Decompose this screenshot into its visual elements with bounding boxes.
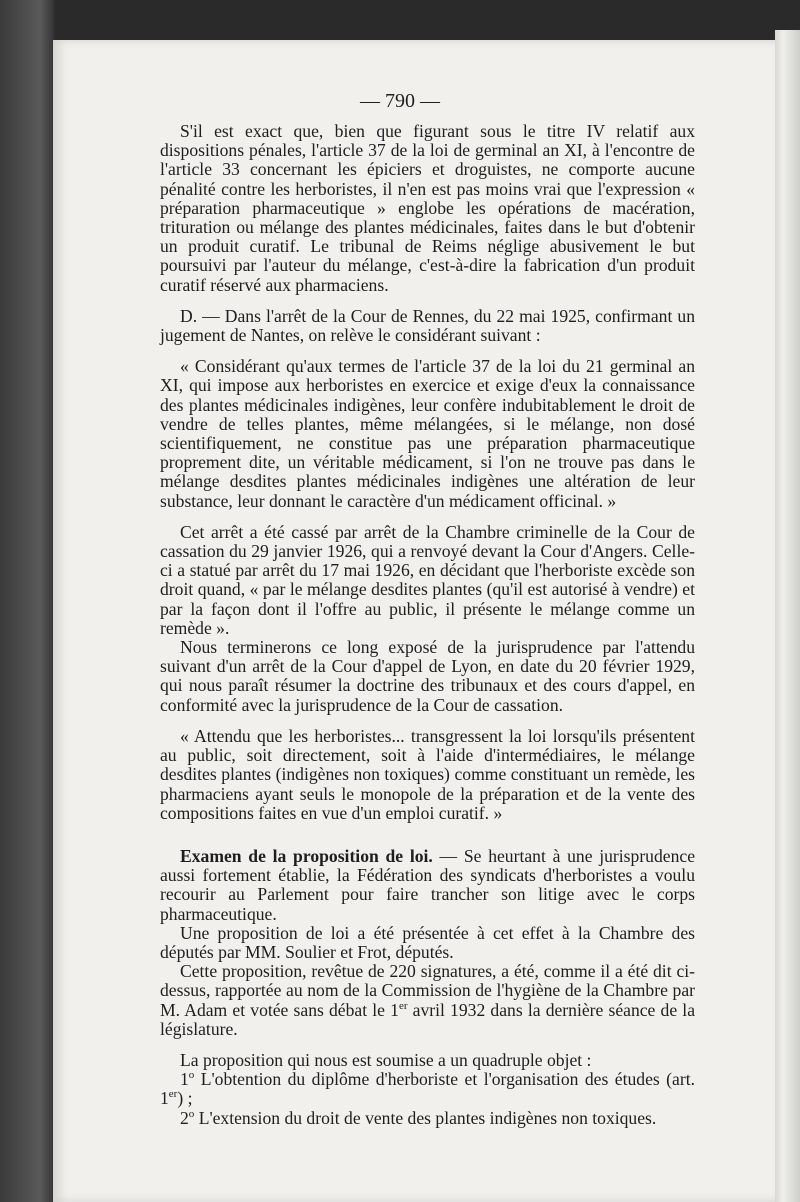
- list-item-1-sup: o: [188, 1069, 195, 1082]
- paragraph-9-sup: er: [398, 999, 408, 1012]
- list-item-2-text: L'extension du droit de vente des plantes indigènes non toxiques.: [194, 1107, 657, 1128]
- quote-rennes: « Considérant qu'aux termes de l'article 37 de la loi du 21 germinal an XI, qui impose aux herboristes en exercice et exige d'eux la connaissance des plantes médicinales indigènes, leur confère indubitablement le droit de vendre de telles plantes, même mélangées, si le mélange, non dosé scientifiquement, ne constitue pas une préparation pharmaceutique proprement dite, un véritable médicament, si l'on ne trouve pas dans le mélange desdites plantes médicinales indigènes une altération de leur substance, leur donnant le caractère d'un médicament officinal. »: [160, 356, 695, 511]
- list-item-2-num: 2: [180, 1107, 189, 1128]
- section-heading: Examen de la proposition de loi.: [180, 845, 433, 866]
- paragraph-4: Cet arrêt a été cassé par arrêt de la Chambre criminelle de la Cour de cassation du 29 janvier 1926, qui a renvoyé devant la Cour d'Angers. Celle-ci a statué par arrêt du 17 mai 1926, en décidant que l'herboriste excède son droit quand, « par le mélange desdites plantes (qu'il est autorisé à vendre) et par la façon dont il l'offre au public, il présente le mélange comme un remède ».: [160, 521, 695, 638]
- paragraph-9: [160, 962, 695, 1039]
- list-item-1-end: ) ;: [177, 1088, 193, 1109]
- section-heading-text: — Se heurtant à une jurisprudence aussi fortement établie, la Fédération des syndicats d'herboristes a voulu recourir au Parlement pour faire trancher son litige avec le corps pharmaceutique.: [160, 845, 696, 924]
- list-item-1-num: 1: [180, 1069, 189, 1090]
- paragraph-10: La proposition qui nous est soumise a un quadruple objet :: [180, 1049, 592, 1070]
- page-number: — 790 —: [360, 90, 440, 112]
- next-page-edge: [775, 30, 800, 1202]
- body-text: [160, 122, 695, 1128]
- paragraph-1: S'il est exact que, bien que figurant sous le titre IV relatif aux dispositions pénales, l'article 37 de la loi de germinal an XI, à l'encontre de l'article 33 concernant les épiciers et droguistes, ne comporte aucune pénalité contre les herboristes, il n'en est pas moins vrai que l'expression « préparation pharmaceutique » englobe les opérations de macération, trituration ou mélange des plantes médicinales, faites dans le but d'obtenir un produit curatif. Le tribunal de Reims néglige abusivement le but poursuivi par l'auteur du mélange, c'est-à-dire la fabrication d'un produit curatif réservé aux pharmaciens.: [160, 121, 695, 295]
- quote-lyon: « Attendu que les herboristes... transgressent la loi lorsqu'ils présentent au public, soit directement, soit à l'aide d'intermédiaires, le mélange desdites plantes (indigènes non toxiques) comme constituant un remède, les pharmaciens ayant seuls le monopole de la préparation et de la vente des compositions faites en vue d'un emploi curatif. »: [160, 725, 695, 823]
- list-item-1: [160, 1070, 695, 1108]
- list-item-2-sup: o: [188, 1107, 195, 1120]
- paragraph-8: Une proposition de loi a été présentée à cet effet à la Chambre des députés par MM. Soulier et Frot, députés.: [160, 922, 695, 962]
- list-item-1-sup2: er: [168, 1088, 178, 1101]
- paragraph-2: D. — Dans l'arrêt de la Cour de Rennes, du 22 mai 1925, confirmant un jugement de Nantes, on relève le considérant suivant :: [160, 305, 695, 346]
- paragraph-5: Nous terminerons ce long exposé de la jurisprudence par l'attendu suivant d'un arrêt de la Cour d'appel de Lyon, en date du 20 février 1929, qui nous paraît résumer la doctrine des tribunaux et des cours d'appel, en conformité avec la jurisprudence de la Cour de cassation.: [160, 637, 695, 715]
- list-item-1-text: L'obtention du diplôme d'herboriste et l'organisation des études (art. 1: [160, 1069, 695, 1109]
- paragraph-9-text-b: avril 1932 dans la dernière séance de la législature.: [160, 999, 696, 1039]
- paragraph-9-text-a: Cette proposition, revêtue de 220 signatures, a été, comme il a été dit ci-dessus, rapportée au nom de la Commission de l'hygiène de la Chambre par M. Adam et votée sans débat le 1: [160, 961, 695, 1020]
- list-item-2: [160, 1109, 695, 1128]
- paragraph-examen: [160, 847, 695, 924]
